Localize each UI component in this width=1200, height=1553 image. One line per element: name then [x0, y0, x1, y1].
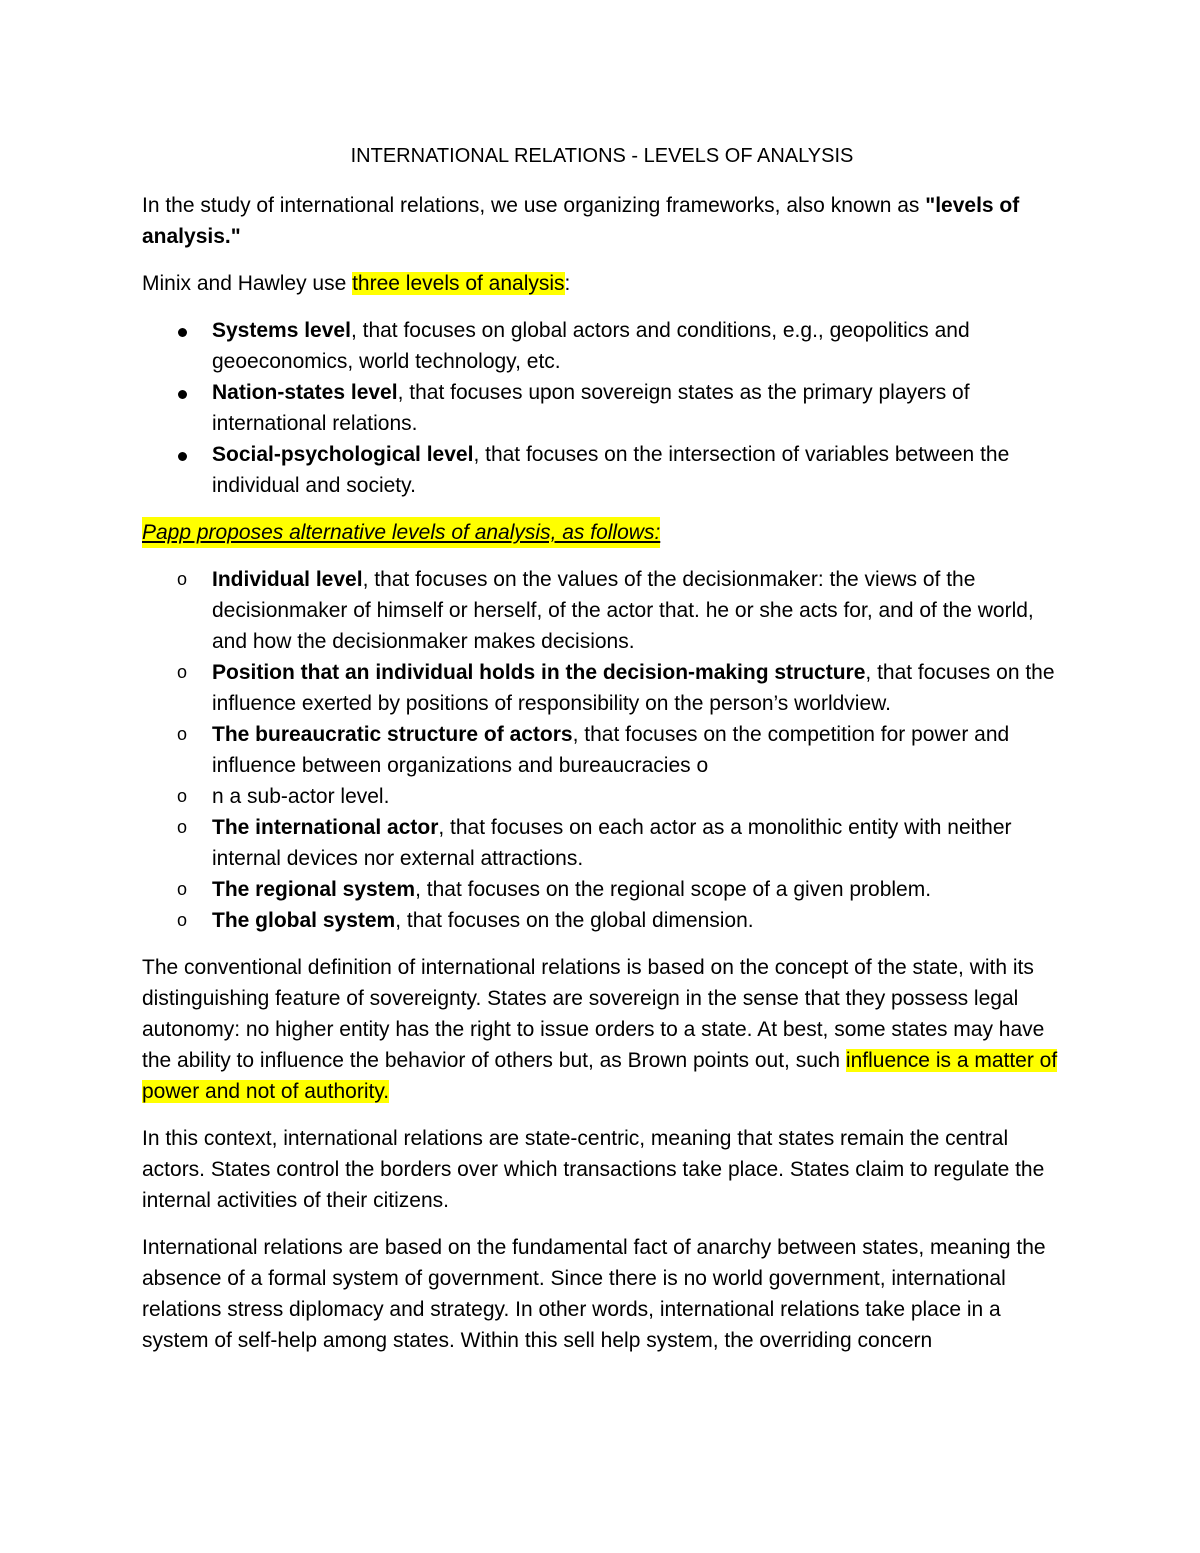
- conventional-highlight: influence is a matter of power and not of authority.: [142, 1049, 1058, 1103]
- list-item: [142, 781, 1062, 812]
- bullet-disc-icon: [172, 439, 192, 470]
- list-item: [142, 719, 1062, 781]
- level-description: , that focuses on each actor as a monolithic entity with neither internal devices nor external attractions.: [212, 816, 1012, 870]
- list-item: [142, 874, 1062, 905]
- level-description: , that focuses on the regional scope of a given problem.: [415, 878, 932, 901]
- level-description: , that focuses on the competition for power and influence between organizations and bureaucracies o: [212, 723, 1010, 777]
- anarchy-paragraph: International relations are based on the fundamental fact of anarchy between states, meaning the absence of a formal system of government. Since there is no world government, international relations stress diplomacy and strategy. In other words, international relations take place in a system of self-help among states. Within this sell help system, the overriding concern: [142, 1236, 1046, 1352]
- intro-text: In the study of international relations, we use organizing frameworks, also known as: [142, 194, 926, 217]
- level-term: Social-psychological level: [212, 443, 474, 466]
- document-title: INTERNATIONAL RELATIONS - LEVELS OF ANALYSIS: [350, 145, 854, 167]
- bullet-circle-icon: o: [176, 662, 187, 682]
- minix-prefix: Minix and Hawley use: [142, 272, 353, 295]
- list-item: [142, 657, 1062, 719]
- level-term: The global system: [212, 909, 396, 932]
- bullet-disc-icon: [172, 377, 192, 408]
- papp-heading: Papp proposes alternative levels of analysis, as follows:: [142, 517, 660, 548]
- level-term: Nation-states level: [212, 381, 398, 404]
- minix-levels-list: [142, 315, 1062, 501]
- bullet-circle-icon: o: [176, 879, 187, 899]
- papp-levels-list: [142, 564, 1062, 936]
- level-term: The bureaucratic structure of actors: [212, 723, 573, 746]
- minix-paragraph: [142, 268, 1062, 299]
- intro-paragraph: [142, 190, 1062, 252]
- level-description: , that focuses on global actors and conditions, e.g., geopolitics and geoeconomics, world technology, etc.: [212, 319, 970, 373]
- intro-bold-term: "levels of analysis.": [142, 194, 1020, 248]
- conventional-paragraph: [142, 952, 1062, 1107]
- document-body: [142, 142, 1062, 1372]
- bullet-circle-icon: o: [176, 817, 187, 837]
- level-description: , that focuses on the intersection of variables between the individual and society.: [212, 443, 1010, 497]
- level-term: Systems level: [212, 319, 351, 342]
- list-item: [142, 812, 1062, 874]
- bullet-circle-icon: o: [176, 786, 187, 806]
- level-description: , that focuses on the values of the decisionmaker: the views of the decisionmaker of himself or herself, of the actor that. he or she acts for, and of the world, and how the decisionmaker makes decisions.: [212, 568, 1034, 653]
- level-description: n a sub-actor level.: [212, 785, 390, 808]
- level-description: , that focuses on the global dimension.: [395, 909, 754, 932]
- list-item: [142, 377, 1062, 439]
- level-term: The international actor: [212, 816, 439, 839]
- list-item: [142, 315, 1062, 377]
- context-paragraph: In this context, international relations are state-centric, meaning that states remain the central actors. States control the borders over which transactions take place. States claim to regulate the internal activities of their citizens.: [142, 1127, 1045, 1212]
- bullet-circle-icon: o: [176, 910, 187, 930]
- level-term: The regional system: [212, 878, 416, 901]
- list-item: [142, 564, 1062, 657]
- bullet-circle-icon: o: [176, 569, 187, 589]
- level-term: Position that an individual holds in the decision-making structure: [212, 661, 866, 684]
- level-description: , that focuses on the influence exerted by positions of responsibility on the person’s worldview.: [212, 661, 1055, 715]
- bullet-circle-icon: o: [176, 724, 187, 744]
- list-item: [142, 439, 1062, 501]
- conventional-text: The conventional definition of international relations is based on the concept of the state, with its distinguishing feature of sovereignty. States are sovereign in the sense that they possess legal autonomy: no higher entity has the right to issue orders to a state. At best, some states may have the ability to influence the behavior of others but, as Brown points out, such: [142, 956, 1045, 1072]
- level-description: , that focuses upon sovereign states as the primary players of international relations.: [212, 381, 970, 435]
- level-term: Individual level: [212, 568, 363, 591]
- list-item: [142, 905, 1062, 936]
- minix-suffix: :: [564, 272, 571, 295]
- bullet-disc-icon: [172, 315, 192, 346]
- minix-highlight: three levels of analysis: [352, 272, 565, 295]
